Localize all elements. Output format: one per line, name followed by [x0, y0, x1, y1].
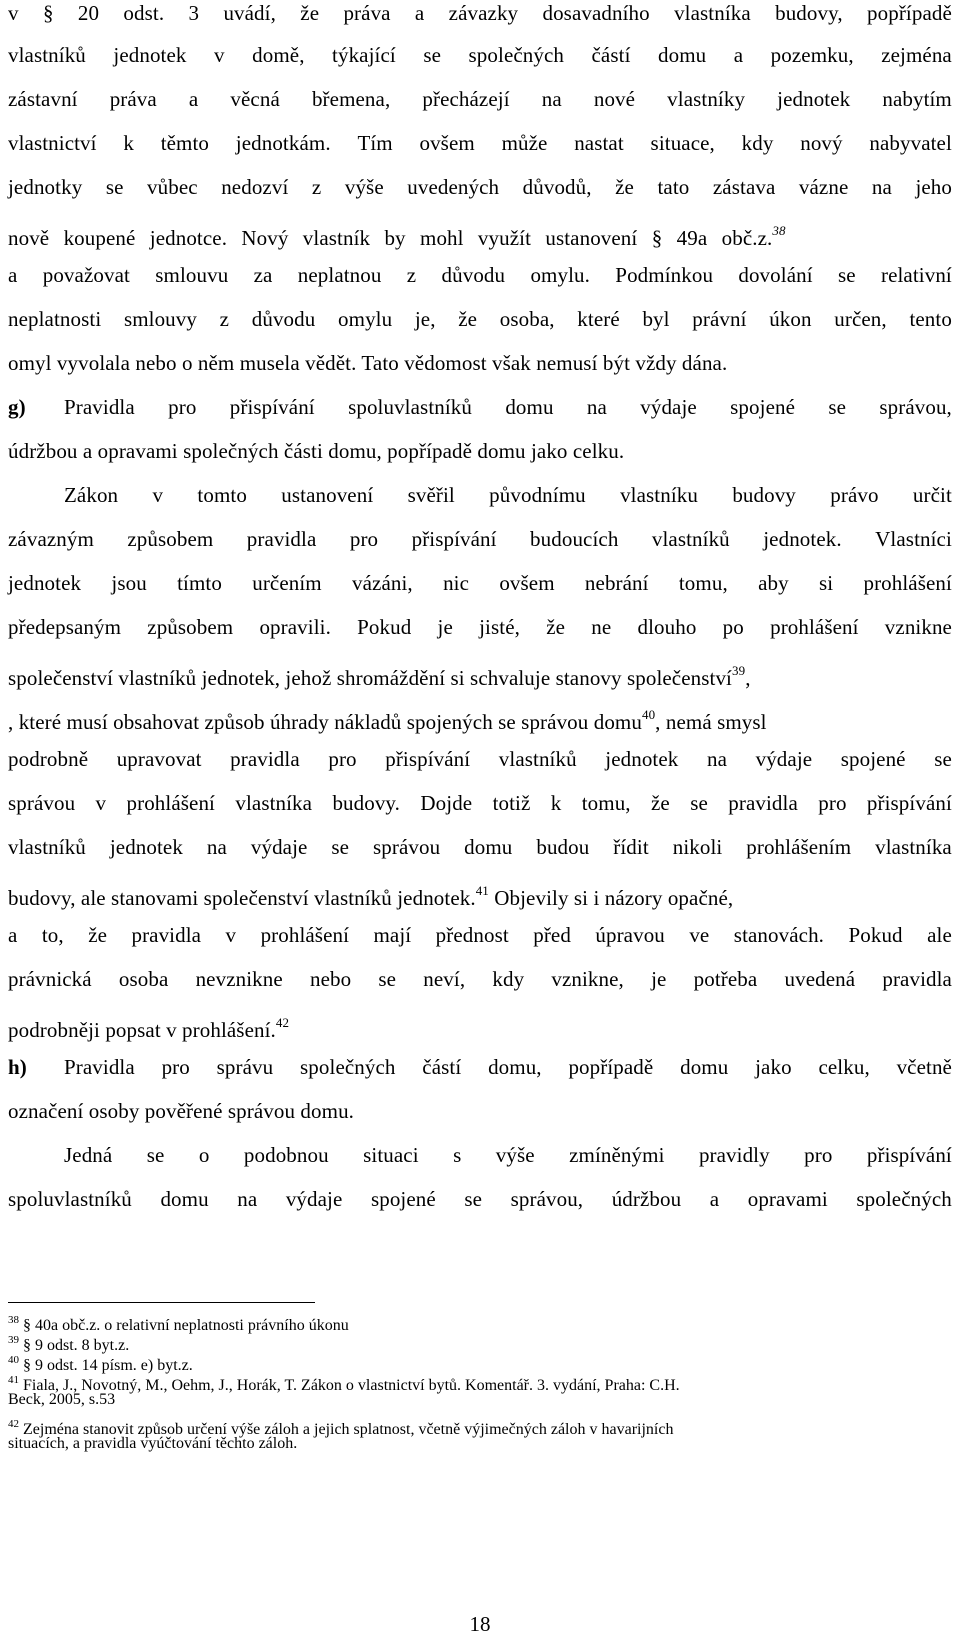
- body-line: předepsaným způsobem opravili. Pokud je jisté, že ne dlouho po prohlášení vznikne: [8, 615, 952, 639]
- body-text: podrobněji popsat v prohlášení.: [8, 1018, 276, 1042]
- body-line: vlastníků jednotek v domě, týkající se společných částí domu a pozemku, zejména: [8, 43, 952, 67]
- body-text: omyl vyvolala nebo o něm musela vědět. Tato vědomost však nemusí být vždy dána.: [8, 351, 728, 375]
- section-g-heading: [8, 394, 952, 420]
- body-line: Zákon v tomto ustanovení svěřil původnímu vlastníku budovy právo určit: [64, 483, 952, 507]
- body-text: , které musí obsahovat způsob úhrady nákladů spojených se správou domu: [8, 710, 642, 734]
- body-line: [8, 878, 952, 910]
- body-line: [8, 1010, 952, 1042]
- footnote-number: 38: [8, 1314, 19, 1326]
- section-label: h): [8, 1055, 27, 1079]
- footnote-number: 42: [8, 1418, 19, 1430]
- footnote-ref: 42: [275, 1015, 290, 1030]
- body-line: jednotky se vůbec nedozví z výše uvedených důvodů, že tato zástava vázne na jeho: [8, 175, 952, 199]
- footnote-number: 40: [8, 1354, 19, 1366]
- section-label: g): [8, 395, 26, 419]
- body-line: neplatnosti smlouvy z důvodu omylu je, že osoba, které byl právní úkon určen, tento: [8, 307, 952, 331]
- body-line: [8, 438, 952, 464]
- footnote-ref: 40: [641, 707, 656, 722]
- footnote-text: § 9 odst. 14 písm. e) byt.z.: [23, 1357, 193, 1374]
- footnote-line: [8, 1370, 952, 1394]
- body-text: Pravidla pro přispívání spoluvlastníků domu na výdaje spojené se správou,: [64, 395, 952, 419]
- body-line: zástavní práva a věcná břemena, přecházejí na nové vlastníky jednotek nabytím: [8, 87, 952, 111]
- footnote-ref: 38: [772, 223, 786, 238]
- body-line: podrobně upravovat pravidla pro přispívání vlastníků jednotek na výdaje spojené se: [8, 747, 952, 771]
- footnote-number: 41: [8, 1374, 19, 1386]
- body-text: Objevily si i názory opačné,: [488, 886, 734, 910]
- footnote-line: [8, 1350, 952, 1374]
- footnote-number: 39: [8, 1334, 19, 1346]
- footnote-line: [8, 1434, 952, 1454]
- footnote-line: [8, 1414, 952, 1438]
- section-h-heading: [8, 1054, 952, 1080]
- body-line: a považovat smlouvu za neplatnou z důvodu omylu. Podmínkou dovolání se relativní: [8, 263, 952, 287]
- body-text: Pravidla pro správu společných částí domu, popřípadě domu jako celku, včetně: [64, 1055, 952, 1079]
- footnote-text: situacích, a pravidla vyúčtování těchto záloh.: [8, 1435, 298, 1452]
- page-number: 18: [469, 1612, 491, 1636]
- body-line: spoluvlastníků domu na výdaje spojené se správou, údržbou a opravami společných: [8, 1187, 952, 1211]
- footnote-text: § 40a obč.z. o relativní neplatnosti právního úkonu: [23, 1317, 349, 1334]
- body-line: správou v prohlášení vlastníka budovy. Dojde totiž k tomu, že se pravidla pro přispívání: [8, 791, 952, 815]
- body-line: jednotek jsou tímto určením vázáni, nic ovšem nebrání tomu, aby si prohlášení: [8, 571, 952, 595]
- body-text: označení osoby pověřené správou domu.: [8, 1099, 355, 1123]
- body-line: Jedná se o podobnou situaci s výše zmíněnými pravidly pro přispívání: [64, 1143, 952, 1167]
- body-text: , nemá smysl: [655, 710, 767, 734]
- body-line: v § 20 odst. 3 uvádí, že práva a závazky dosavadního vlastníka budovy, popřípadě: [8, 1, 952, 25]
- footnote-line: [8, 1330, 952, 1354]
- body-text: společenství vlastníků jednotek, jehož shromáždění si schvaluje stanovy společenství: [8, 666, 732, 690]
- footnote-line: [8, 1390, 952, 1410]
- body-line: [8, 1098, 952, 1124]
- body-text: údržbou a opravami společných části domu, popřípadě domu jako celku.: [8, 439, 625, 463]
- body-line: a to, že pravidla v prohlášení mají přednost před úpravou ve stanovách. Pokud ale: [8, 923, 952, 947]
- footnote-ref: 41: [475, 883, 489, 898]
- body-line: vlastnictví k těmto jednotkám. Tím ovšem může nastat situace, kdy nový nabyvatel: [8, 131, 952, 155]
- body-text: ,: [745, 666, 751, 690]
- footnote-line: [8, 1310, 952, 1334]
- body-line: [8, 350, 952, 376]
- body-line: závazným způsobem pravidla pro přispívání budoucích vlastníků jednotek. Vlastníci: [8, 527, 952, 551]
- footnote-separator: [8, 1302, 315, 1303]
- footnote-text: § 9 odst. 8 byt.z.: [23, 1337, 130, 1354]
- body-line: [8, 658, 952, 690]
- body-line: právnická osoba nevznikne nebo se neví, kdy vznikne, je potřeba uvedená pravidla: [8, 967, 952, 991]
- footnote-text: Beck, 2005, s.53: [8, 1391, 116, 1408]
- footnote-text: Zejména stanovit způsob určení výše záloh a jejich splatnost, včetně výjimečných záloh v havarijních: [23, 1421, 674, 1438]
- footnote-text: Fiala, J., Novotný, M., Oehm, J., Horák, T. Zákon o vlastnictví bytů. Komentář. 3. vydání, Praha: C.H.: [23, 1377, 680, 1394]
- body-text: nově koupené jednotce. Nový vlastník by mohl využít ustanovení § 49a obč.z.: [8, 226, 773, 250]
- body-line: vlastníků jednotek na výdaje se správou domu budou řídit nikoli prohlášením vlastníka: [8, 835, 952, 859]
- footnote-ref: 39: [732, 663, 746, 678]
- body-text: budovy, ale stanovami společenství vlastníků jednotek.: [8, 886, 476, 910]
- body-line: [8, 218, 952, 250]
- body-line: [8, 702, 952, 734]
